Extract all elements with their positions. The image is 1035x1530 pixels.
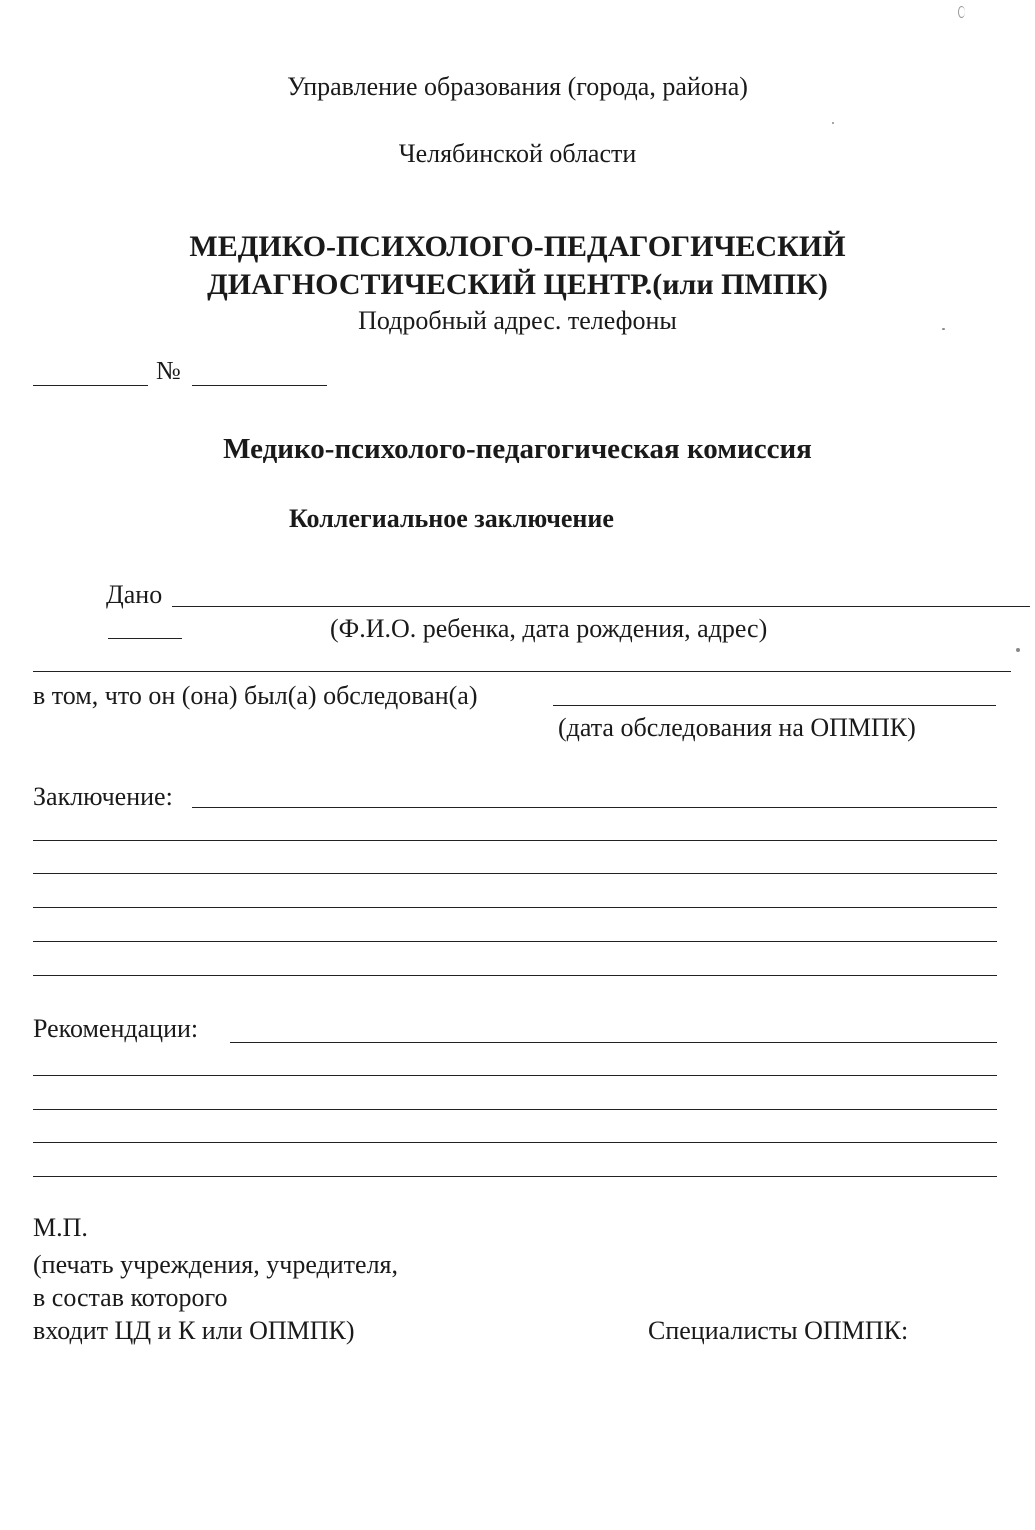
date-blank-line <box>33 385 148 386</box>
document-title: Коллегиальное заключение <box>289 504 614 533</box>
conclusion-line-6 <box>33 975 997 976</box>
given-short-line <box>108 638 182 639</box>
stamp-note-line3: входит ЦД и К или ОПМПК) <box>33 1316 355 1345</box>
recommendations-line-2 <box>33 1075 997 1076</box>
specialists-label: Специалисты ОПМПК: <box>648 1316 909 1345</box>
given-hint: (Ф.И.О. ребенка, дата рождения, адрес) <box>330 614 768 643</box>
recommendations-line-1 <box>230 1042 997 1043</box>
scan-speck <box>1016 648 1020 652</box>
number-blank-line <box>192 385 327 386</box>
recommendations-line-5 <box>33 1176 997 1177</box>
examined-hint: (дата обследования на ОПМПК) <box>558 713 916 742</box>
conclusion-line-1 <box>192 807 997 808</box>
scan-speck <box>958 6 965 18</box>
given-blank-line <box>172 606 1030 607</box>
conclusion-line-3 <box>33 873 997 874</box>
stamp-note-line1: (печать учреждения, учредителя, <box>33 1250 399 1279</box>
stamp-mark: М.П. <box>33 1213 88 1242</box>
education-department-line: Управление образования (города, района) <box>287 72 748 101</box>
region-line: Челябинской области <box>398 139 637 168</box>
conclusion-line-5 <box>33 941 997 942</box>
given-blank-line-2 <box>33 671 1011 672</box>
conclusion-line-4 <box>33 907 997 908</box>
recommendations-line-3 <box>33 1109 997 1110</box>
commission-title: Медико-психолого-педагогическая комиссия <box>223 433 812 465</box>
scan-speck <box>832 122 834 124</box>
center-title-line2: ДИАГНОСТИЧЕСКИЙ ЦЕНТР.(или ПМПК) <box>207 268 828 301</box>
recommendations-line-4 <box>33 1142 997 1143</box>
recommendations-label: Рекомендации: <box>33 1014 199 1043</box>
conclusion-line-2 <box>33 840 997 841</box>
center-title-line1: МЕДИКО-ПСИХОЛОГО-ПЕДАГОГИЧЕСКИЙ <box>189 230 846 263</box>
given-label: Дано <box>106 580 163 609</box>
number-sign: № <box>156 356 181 385</box>
center-address: Подробный адрес. телефоны <box>358 306 677 335</box>
conclusion-label: Заключение: <box>33 782 173 811</box>
scan-speck <box>942 328 945 330</box>
stamp-note-line2: в состав которого <box>33 1283 228 1312</box>
examined-blank-line <box>553 705 996 706</box>
examined-label: в том, что он (она) был(а) обследован(а) <box>33 681 478 710</box>
